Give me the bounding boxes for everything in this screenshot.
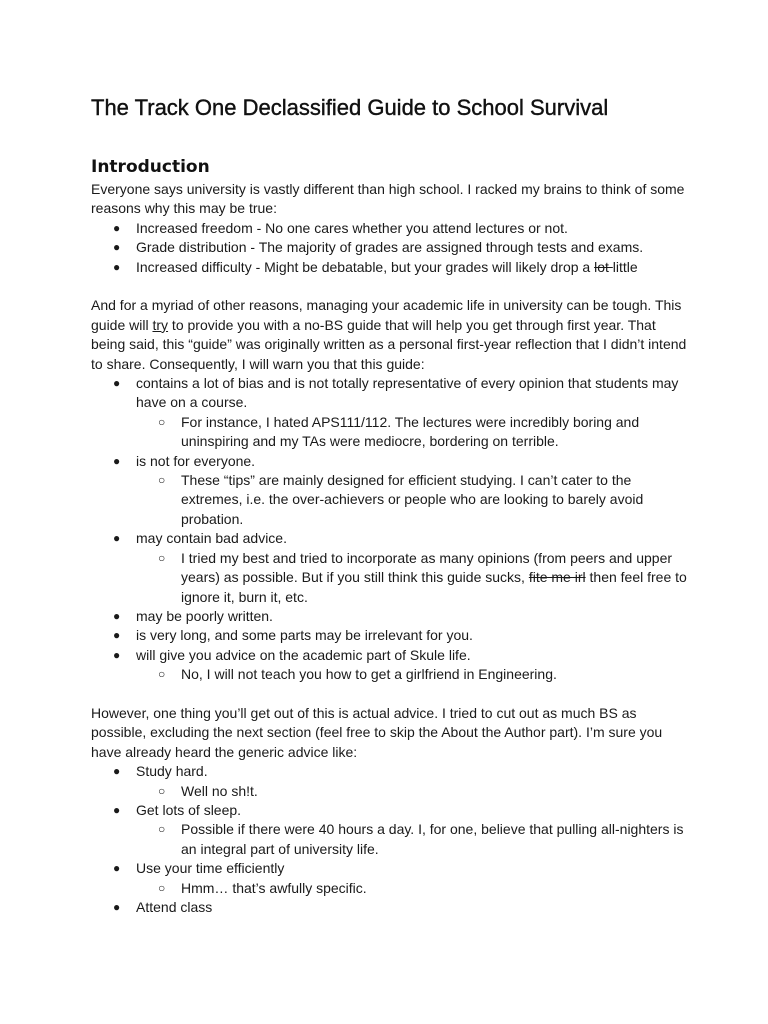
list-item: ● contains a lot of bias and is not totally representative of every opinion that students may have on a course. ○ For instance, I hated APS111/112. The lectures were incredibly boring and uninspiring and my TAs were mediocre, bordering on terrible. <box>91 374 691 452</box>
bullet-icon: ● <box>113 647 121 662</box>
bullet-icon: ● <box>113 608 121 623</box>
bullet-icon: ● <box>113 531 121 546</box>
list-item: ● Study hard. ○ Well no sh!t. <box>91 762 691 801</box>
intro-paragraph: Everyone says university is vastly different than high school. I racked my brains to think of some reasons why this may be true: <box>91 181 685 217</box>
bullet-icon: ● <box>113 376 121 391</box>
bullet-icon: ● <box>113 802 121 817</box>
generic-advice-list <box>91 762 691 917</box>
paragraph-gap <box>91 277 691 296</box>
list-item: ● Grade distribution - The majority of grades are assigned through tests and exams. <box>91 238 691 257</box>
bullet-icon: ● <box>113 628 121 643</box>
hollow-bullet-icon: ○ <box>158 822 166 837</box>
bullet-icon: ● <box>113 900 121 914</box>
list-item: ● may be poorly written. <box>91 607 691 626</box>
sub-list-item: ○ Well no sh!t. <box>136 782 691 801</box>
hollow-bullet-icon: ○ <box>158 550 166 565</box>
sub-list-item: ○ I tried my best and tried to incorporate as many opinions (from peers and upper years) as possible. But if you still think this guide sucks, fite me irl then feel free to ignore it, burn it, etc. <box>158 549 687 605</box>
hollow-bullet-icon: ○ <box>158 473 166 488</box>
sub-list-item: ○ No, I will not teach you how to get a girlfriend in Engineering. <box>136 665 691 684</box>
sub-list-item: ○ Possible if there were 40 hours a day. I, for one, believe that pulling all-nighters is an integral part of university life. <box>158 821 684 857</box>
sub-list-item: ○ These “tips” are mainly designed for efficient studying. I can’t cater to the extremes, i.e. the over-achievers or people who are looking to barely avoid probation. <box>158 472 644 527</box>
intro-list <box>91 219 691 277</box>
sub-list-item: ○ For instance, I hated APS111/112. The lectures were incredibly boring and uninspiring and my TAs were mediocre, bordering on terrible. <box>158 413 640 450</box>
strikethrough-text: fite me irl <box>528 569 586 586</box>
sub-list <box>136 879 691 898</box>
document-title: The Track One Declassified Guide to School Survival <box>91 95 609 120</box>
sub-list <box>136 782 691 801</box>
however-paragraph: However, one thing you’ll get out of this is actual advice. I tried to cut out as much BS as possible, excluding the next section (feel free to skip the About the Author part). I’m sure you have already heard the generic advice like: <box>91 704 663 760</box>
list-item: ● Attend class <box>91 898 691 917</box>
bullet-icon: ● <box>113 220 121 235</box>
list-item: ● may contain bad advice. ○ I tried my best and tried to incorporate as many opinions (from peers and upper years) as possible. But if you still think this guide sucks, fite me irl then feel free to ignore it, burn it, etc. <box>91 529 691 607</box>
list-item: ● Increased freedom - No one cares whether you attend lectures or not. <box>91 219 691 238</box>
bullet-icon: ● <box>113 861 121 876</box>
hollow-bullet-icon: ○ <box>158 783 166 798</box>
hollow-bullet-icon: ○ <box>158 667 166 682</box>
hollow-bullet-icon: ○ <box>158 880 166 895</box>
sub-list <box>136 665 691 684</box>
list-item: ● Get lots of sleep. ○ Possible if there were 40 hours a day. I, for one, believe that pulling all-nighters is an integral part of university life. <box>91 801 691 859</box>
myriad-paragraph: And for a myriad of other reasons, managing your academic life in university can be tough. This guide will try to provide you with a no-BS guide that will help you get through first year. That being said, this “guide” was originally written as a personal first-year reflection that I didn’t intend to share. Consequently, I will warn you that this guide: <box>91 297 687 372</box>
list-item: ● is not for everyone. ○ These “tips” are mainly designed for efficient studying. I can’t cater to the extremes, i.e. the over-achievers or people who are looking to barely avoid probation. <box>91 452 691 530</box>
list-item: ● Use your time efficiently ○ Hmm… that’s awfully specific. <box>91 859 691 898</box>
sub-list <box>136 549 691 607</box>
underlined-text: try <box>152 316 169 333</box>
list-item: ● is very long, and some parts may be irrelevant for you. <box>91 626 691 645</box>
strikethrough-text: lot <box>594 258 613 275</box>
bullet-icon: ● <box>113 259 121 274</box>
bullet-icon: ● <box>113 453 121 468</box>
list-item: ● Increased difficulty - Might be debatable, but your grades will likely drop a lot little <box>91 258 691 277</box>
sub-list <box>136 471 691 529</box>
sub-list-item: ○ Hmm… that’s awfully specific. <box>136 879 691 898</box>
list-item: ● will give you advice on the academic part of Skule life. ○ No, I will not teach you how to get a girlfriend in Engineering. <box>91 646 691 685</box>
sub-list <box>136 413 691 452</box>
document-page <box>91 92 691 917</box>
bullet-icon: ● <box>113 240 121 255</box>
sub-list <box>136 820 691 859</box>
warnings-list <box>91 374 691 685</box>
bullet-icon: ● <box>113 764 121 779</box>
section-heading-introduction: Introduction <box>91 157 210 177</box>
paragraph-gap <box>91 685 691 704</box>
hollow-bullet-icon: ○ <box>158 414 166 429</box>
